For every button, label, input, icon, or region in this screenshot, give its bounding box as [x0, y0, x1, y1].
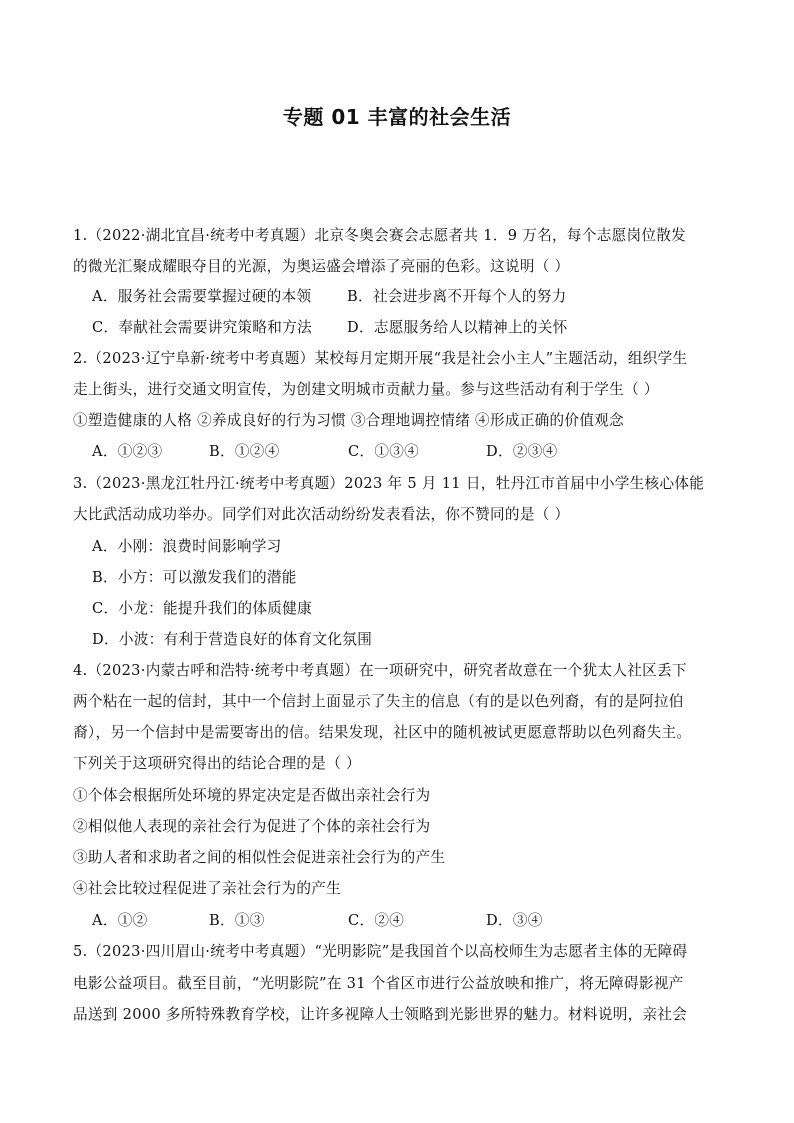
page-title: 专题 01 丰富的社会生活 [282, 105, 512, 129]
q4-stem-line-1: 4.（2023·内蒙古呼和浩特·统考中考真题）在一项研究中，研究者故意在一个犹太人社区丢下 [73, 662, 687, 679]
q2-stem-line-2: 走上街头，进行交通文明宣传，为创建文明城市贡献力量。参与这些活动有利于学生（ ） [73, 381, 659, 398]
q3-option-a[interactable]: A．小刚：浪费时间影响学习 [92, 538, 282, 555]
q2-option-a[interactable]: A．①②③ [92, 443, 163, 460]
q2-option-b[interactable]: B．①②④ [209, 443, 280, 460]
q2-option-d[interactable]: D．②③④ [486, 443, 558, 460]
q3-option-d[interactable]: D．小波：有利于营造良好的体育文化氛围 [92, 631, 373, 648]
q4-option-c[interactable]: C．②④ [348, 912, 405, 929]
q2-stem-line-1: 2.（2023·辽宁阜新·统考中考真题）某校每月定期开展“我是社会小主人”主题活动，组织学生 [73, 350, 688, 367]
q3-stem-line-1: 3.（2023·黑龙江牡丹江·统考中考真题）2023 年 5 月 11 日，牡丹江市首届中小学生核心体能 [73, 475, 705, 492]
q5-stem-line-1: 5.（2023·四川眉山·统考中考真题）“光明影院”是我国首个以高校师生为志愿者主体的无障碍 [73, 943, 688, 960]
q4-statement-1: ①个体会根据所处环境的界定决定是否做出亲社会行为 [73, 787, 431, 804]
q4-option-a[interactable]: A．①② [92, 912, 148, 929]
q4-statement-4: ④社会比较过程促进了亲社会行为的产生 [73, 880, 342, 897]
q5-stem-line-2: 电影公益项目。截至目前，“光明影院”在 31 个省区市进行公益放映和推广，将无障碍影视产 [73, 975, 684, 992]
q3-stem-line-2: 大比武活动成功举办。同学们对此次活动纷纷发表看法，你不赞同的是（ ） [73, 506, 570, 523]
q1-option-a[interactable]: A．服务社会需要掌握过硬的本领 [92, 288, 312, 305]
q4-statement-3: ③助人者和求助者之间的相似性会促进亲社会行为的产生 [73, 849, 446, 866]
q1-option-b[interactable]: B．社会进步离不开每个人的努力 [347, 288, 567, 305]
q2-statements: ①塑造健康的人格 ②养成良好的行为习惯 ③合理地调控情绪 ④形成正确的价值观念 [73, 412, 624, 429]
q3-option-c[interactable]: C．小龙：能提升我们的体质健康 [92, 600, 312, 617]
q2-option-c[interactable]: C．①③④ [348, 443, 420, 460]
q4-option-d[interactable]: D．③④ [486, 912, 543, 929]
q4-stem-line-4: 下列关于这项研究得出的结论合理的是（ ） [73, 755, 361, 772]
q4-statement-2: ②相似他人表现的亲社会行为促进了个体的亲社会行为 [73, 818, 431, 835]
q1-option-d[interactable]: D．志愿服务给人以精神上的关怀 [347, 319, 568, 336]
q1-stem-line-1: 1.（2022·湖北宜昌·统考中考真题）北京冬奥会赛会志愿者共 1．9 万名，每个志愿岗位散发 [73, 227, 687, 244]
q1-stem-line-2: 的微光汇聚成耀眼夺目的光源，为奥运盛会增添了亮丽的色彩。这说明（ ） [73, 258, 570, 275]
q1-option-c[interactable]: C．奉献社会需要讲究策略和方法 [92, 319, 312, 336]
q3-option-b[interactable]: B．小方：可以激发我们的潜能 [92, 569, 297, 586]
q4-option-b[interactable]: B．①③ [209, 912, 265, 929]
q4-stem-line-3: 裔），另一个信封中是需要寄出的信。结果发现，社区中的随机被试更愿意帮助以色列裔失主。 [73, 724, 692, 741]
q4-stem-line-2: 两个粘在一起的信封，其中一个信封上面显示了失主的信息（有的是以色列裔，有的是阿拉伯 [73, 693, 684, 710]
q5-stem-line-3: 品送到 2000 多所特殊教育学校，让许多视障人士领略到光影世界的魅力。材料说明，亲社会 [73, 1006, 688, 1023]
